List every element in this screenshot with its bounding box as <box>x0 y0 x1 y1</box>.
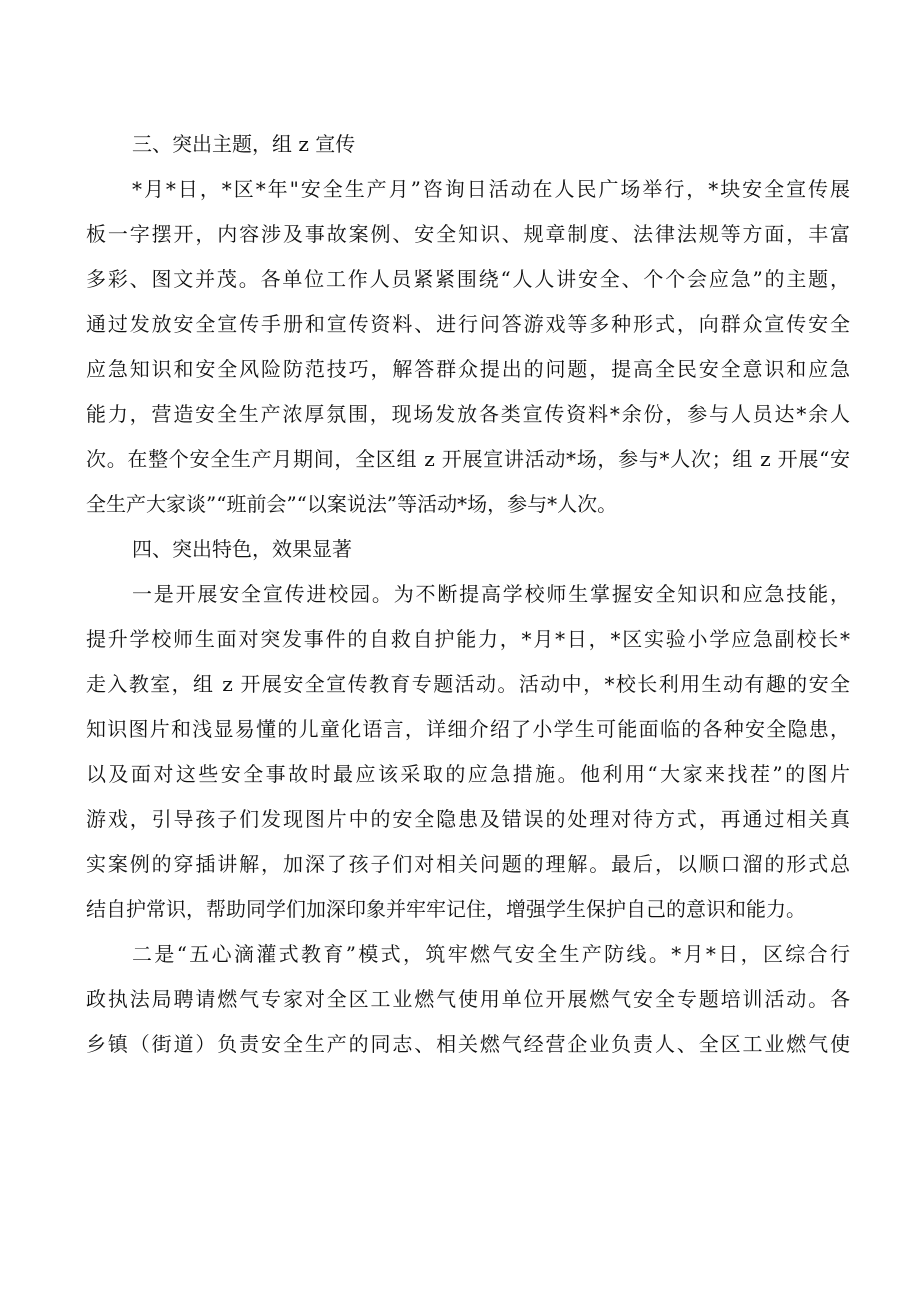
paragraph-line: 游戏，引导孩子们发现图片中的安全隐患及错误的处理对待方式，再通过相关真 <box>86 807 850 831</box>
paragraph-line: 政执法局聘请燃气专家对全区工业燃气使用单位开展燃气安全专题培训活动。各 <box>86 987 850 1011</box>
paragraph-line: 走入教室，组 z 开展安全宣传教育专题活动。活动中，*校长利用生动有趣的安全 <box>86 672 850 696</box>
paragraph-line: 实案例的穿插讲解，加深了孩子们对相关问题的理解。最后，以顺口溜的形式总 <box>86 852 850 876</box>
paragraph-line: 板一字摆开，内容涉及事故案例、安全知识、规章制度、法律法规等方面，丰富 <box>86 222 850 246</box>
paragraph-line: 以及面对这些安全事故时最应该采取的应急措施。他利用“大家来找茬”的图片 <box>86 762 850 786</box>
paragraph-line: 提升学校师生面对突发事件的自救自护能力，*月*日，*区实验小学应急副校长* <box>86 627 850 651</box>
section-3-heading: 三、突出主题，组 z 宣传 <box>132 132 356 156</box>
paragraph-line: 应急知识和安全风险防范技巧，解答群众提出的问题，提高全民安全意识和应急 <box>86 357 850 381</box>
paragraph-line: 一是开展安全宣传进校园。为不断提高学校师生掌握安全知识和应急技能， <box>132 582 850 606</box>
section-3 <box>86 125 850 170</box>
paragraph-line: 全生产大家谈”“班前会”“以案说法”等活动*场，参与*人次。 <box>86 492 618 516</box>
document-body <box>86 125 850 1070</box>
paragraph-line: 二是“五心滴灌式教育”模式，筑牢燃气安全生产防线。*月*日，区综合行 <box>132 942 850 966</box>
section-4-paragraph-1 <box>86 575 850 935</box>
section-4 <box>86 530 850 575</box>
paragraph-line: 能力，营造安全生产浓厚氛围，现场发放各类宣传资料*余份，参与人员达*余人 <box>86 402 850 426</box>
paragraph-line: 知识图片和浅显易懂的儿童化语言，详细介绍了小学生可能面临的各种安全隐患， <box>86 717 850 741</box>
paragraph-line: 次。在整个安全生产月期间，全区组 z 开展宣讲活动*场，参与*人次；组 z 开展“安 <box>86 447 850 471</box>
paragraph-line: *月*日，*区*年"安全生产月”咨询日活动在人民广场举行，*块安全宣传展 <box>132 177 850 201</box>
section-4-paragraph-2 <box>86 935 850 1070</box>
paragraph-line: 结自护常识，帮助同学们加深印象并牢牢记住，增强学生保护自己的意识和能力。 <box>86 897 806 921</box>
section-3-paragraph <box>86 170 850 530</box>
paragraph-line: 通过发放安全宣传手册和宣传资料、进行问答游戏等多种形式，向群众宣传安全 <box>86 312 850 336</box>
paragraph-line: 多彩、图文并茂。各单位工作人员紧紧围绕“人人讲安全、个个会应急”的主题， <box>86 267 850 291</box>
section-4-heading: 四、突出特色，效果显著 <box>132 537 352 561</box>
paragraph-line: 乡镇（街道）负责安全生产的同志、相关燃气经营企业负责人、全区工业燃气使 <box>86 1032 850 1056</box>
